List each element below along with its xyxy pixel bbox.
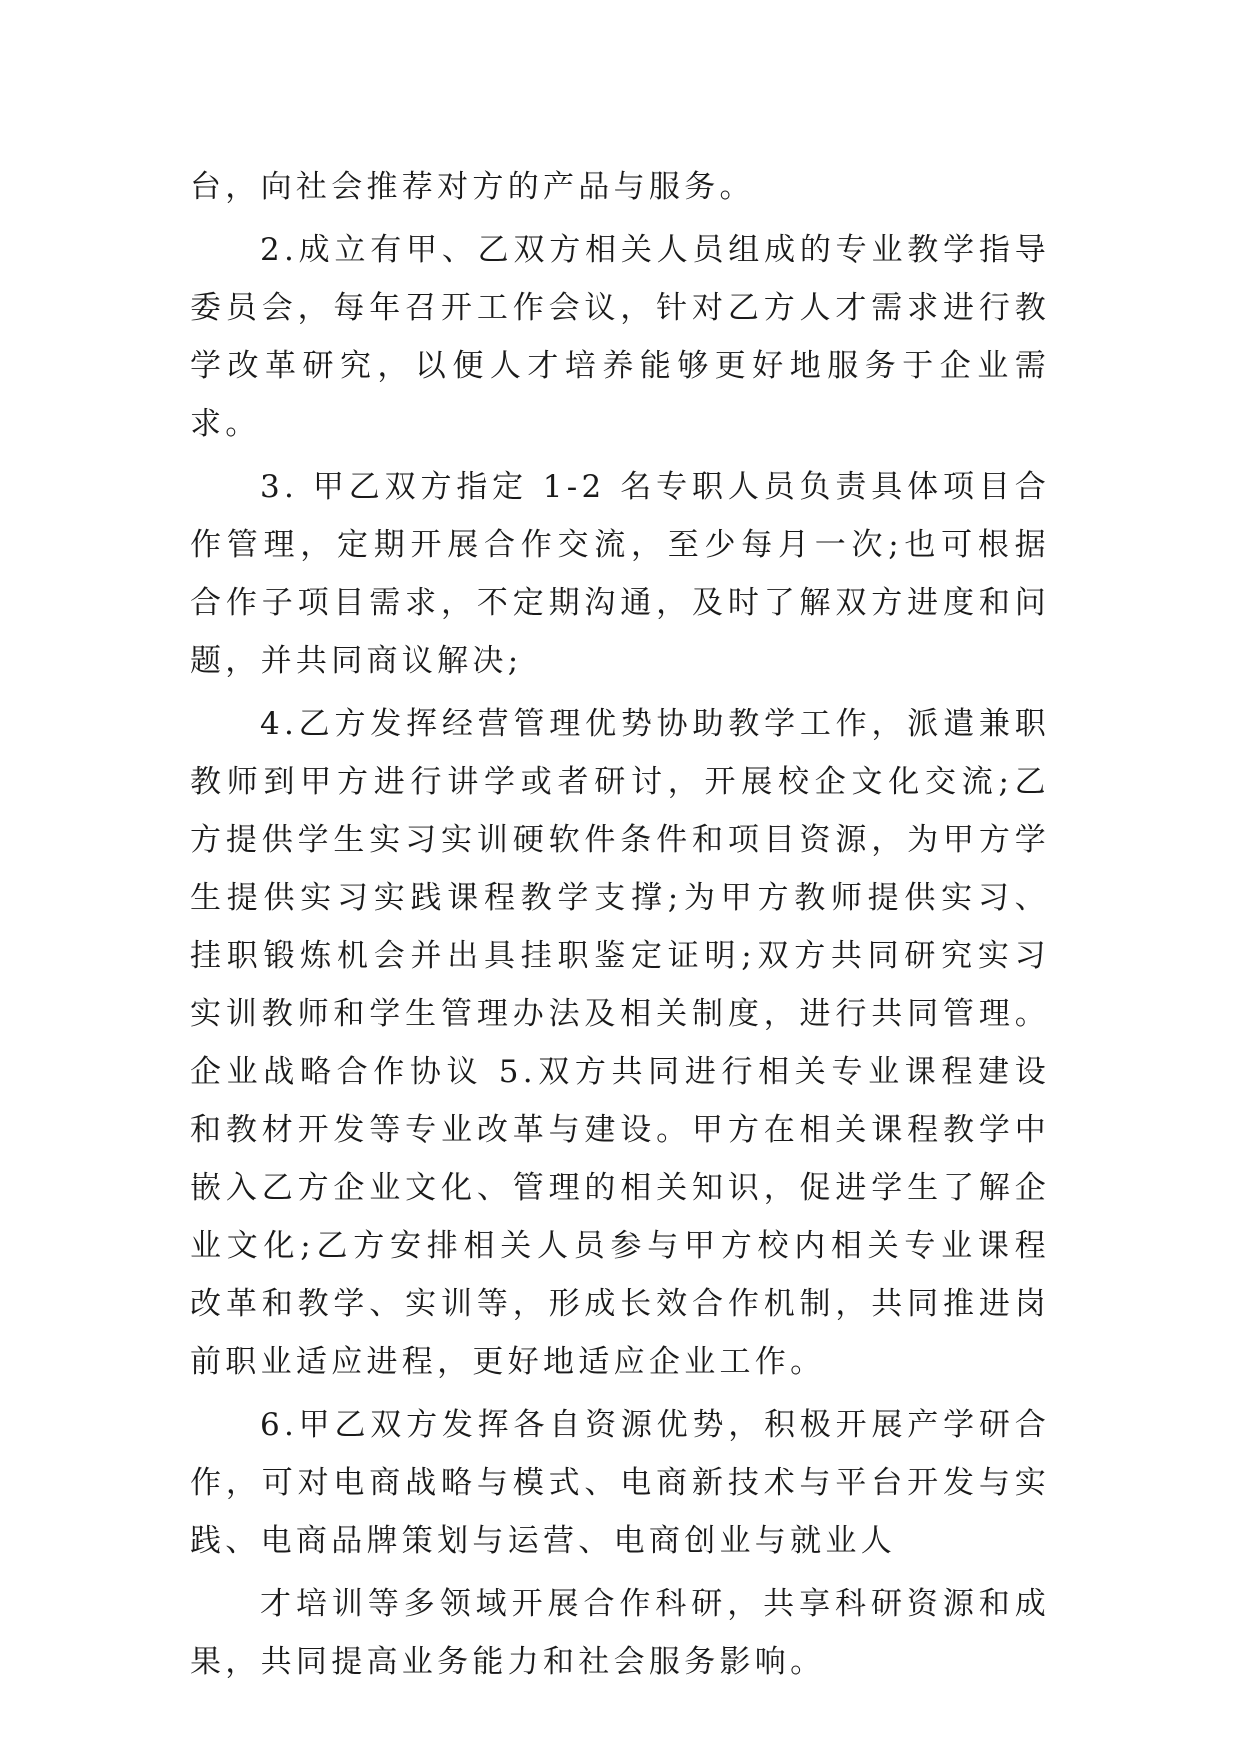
paragraph-1: 台，向社会推荐对方的产品与服务。 [190, 169, 755, 205]
paragraph-5: 6.甲乙双方发挥各自资源优势，积极开展产学研合作，可对电商战略与模式、电商新技术与平台开发与实践、电商品牌策划与运营、电商创业与就业人 [190, 1407, 1050, 1559]
document-body [190, 158, 1050, 1696]
paragraph-6: 才培训等多领域开展合作科研，共享科研资源和成果，共同提高业务能力和社会服务影响。 [190, 1586, 1050, 1680]
paragraph-2: 2.成立有甲、乙双方相关人员组成的专业教学指导委员会，每年召开工作会议，针对乙方人才需求进行教学改革研究，以便人才培养能够更好地服务于企业需求。 [190, 232, 1050, 442]
paragraph-4: 4.乙方发挥经营管理优势协助教学工作，派遣兼职教师到甲方进行讲学或者研讨，开展校企文化交流;乙方提供学生实习实训硬软件条件和项目资源，为甲方学生提供实习实践课程教学支撑;为甲方教师提供实习、挂职锻炼机会并出具挂职鉴定证明;双方共同研究实习实训教师和学生管理办法及相关制度，进行共同管理。企业战略合作协议 5.双方共同进行相关专业课程建设和教材开发等专业改革与建设。甲方在相关课程教学中嵌入乙方企业文化、管理的相关知识，促进学生了解企业文化;乙方安排相关人员参与甲方校内相关专业课程改革和教学、实训等，形成长效合作机制，共同推进岗前职业适应进程，更好地适应企业工作。 [190, 706, 1050, 1380]
paragraph-3: 3. 甲乙双方指定 1-2 名专职人员负责具体项目合作管理，定期开展合作交流，至少每月一次;也可根据合作子项目需求，不定期沟通，及时了解双方进度和问题，并共同商议解决; [190, 469, 1050, 679]
